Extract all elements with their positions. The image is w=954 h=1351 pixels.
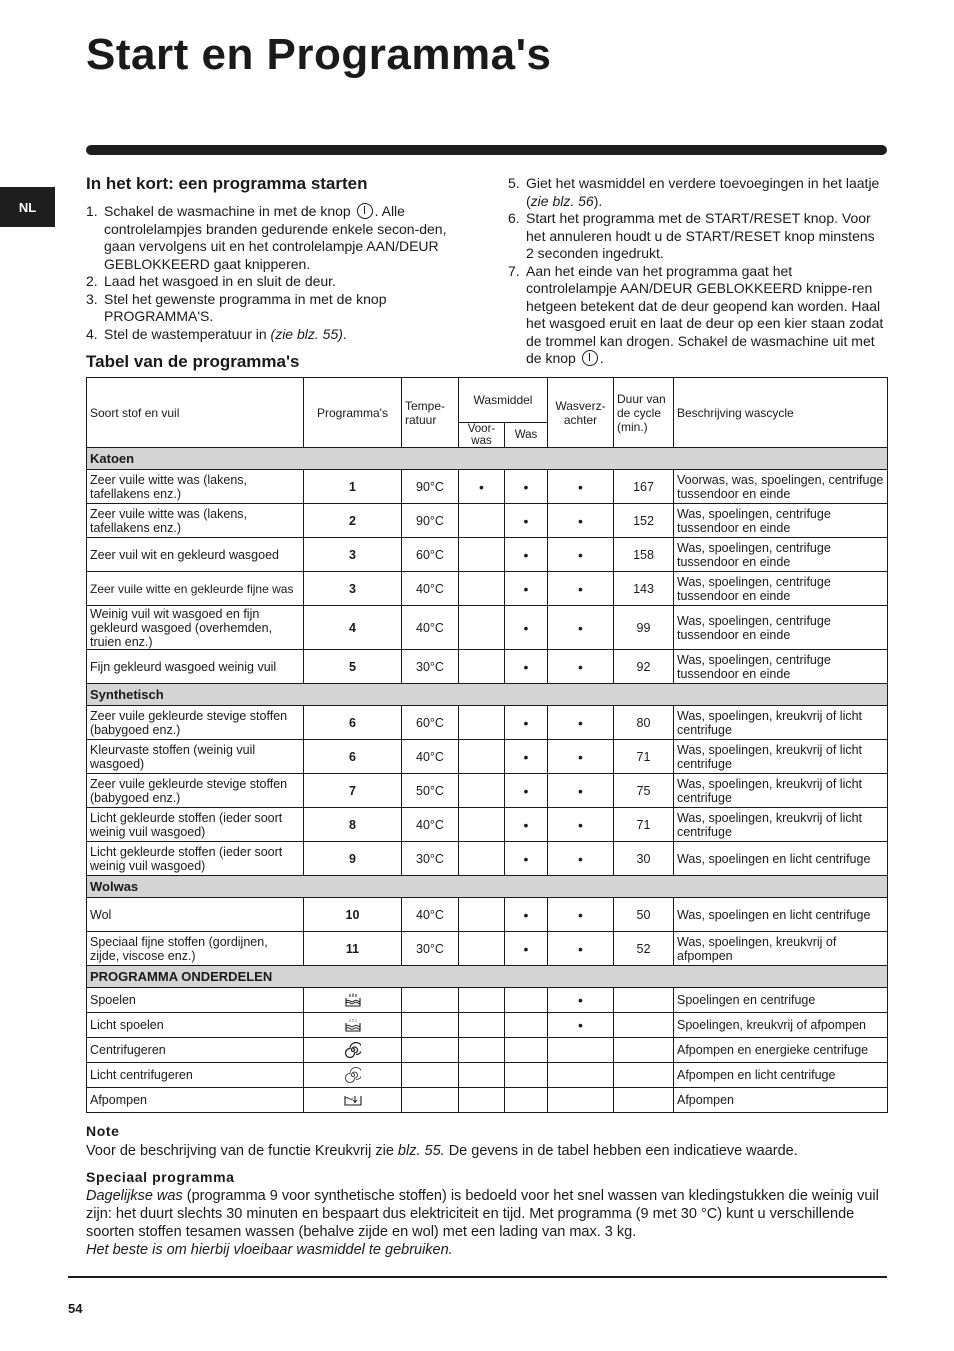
cell-wash (505, 1088, 548, 1113)
cell-description: Was, spoelingen, centrifuge tussendoor en einde (674, 504, 888, 538)
cell-temperature (402, 1038, 459, 1063)
cell-description: Was, spoelingen en licht centrifuge (674, 898, 888, 932)
cell-prewash (459, 572, 505, 606)
steps-right (508, 175, 886, 368)
cell-temperature (402, 1088, 459, 1113)
special-body: (programma 9 voor synthetische stoffen) is bedoeld voor het snel wassen van kledingstukken die weinig vuil zijn: het duurt slechts 30 minuten en bespaart dus elektriciteit en tijd. Met programma (9 met 30 °C) kunt u verschillende soorten stoffen tesamen wassen (behalve zijde en wol) met een lading van max. 3 kg. (86, 1188, 879, 1240)
cell-wash: • (505, 504, 548, 538)
cell-duration: 71 (614, 740, 674, 774)
cell-program: 8 (304, 808, 402, 842)
cell-softener (548, 1063, 614, 1088)
step-text: Schakel de wasmachine in met de knop (104, 203, 351, 219)
cell-description: Spoelingen, kreukvrij of afpompen (674, 1013, 888, 1038)
cell-program (304, 1063, 402, 1088)
cell-temperature (402, 988, 459, 1013)
cell-prewash (459, 808, 505, 842)
cell-temperature (402, 1013, 459, 1038)
cell-program (304, 1013, 402, 1038)
cell-duration: 30 (614, 842, 674, 876)
table-row (87, 606, 888, 650)
cell-duration (614, 1038, 674, 1063)
header-temperature: Tempe-ratuur (402, 378, 459, 448)
cell-description: Spoelingen en centrifuge (674, 988, 888, 1013)
cell-prewash (459, 932, 505, 966)
cell-temperature: 40°C (402, 606, 459, 650)
cell-duration: 152 (614, 504, 674, 538)
cell-prewash (459, 606, 505, 650)
cell-duration: 71 (614, 808, 674, 842)
cell-softener: • (548, 606, 614, 650)
header-wash: Was (505, 423, 548, 448)
cell-prewash (459, 504, 505, 538)
cell-fabric: Licht centrifugeren (87, 1063, 304, 1088)
cell-description: Was, spoelingen, kreukvrij of licht centrifuge (674, 808, 888, 842)
cell-softener: • (548, 898, 614, 932)
cell-softener: • (548, 932, 614, 966)
cell-prewash (459, 898, 505, 932)
cell-softener: • (548, 650, 614, 684)
cell-wash: • (505, 606, 548, 650)
table-row (87, 774, 888, 808)
cell-fabric: Weinig vuil wit wasgoed en fijn gekleurd wasgoed (overhemden, truien enz.) (87, 606, 304, 650)
program-table (86, 377, 888, 1113)
cell-prewash (459, 740, 505, 774)
drain-icon (344, 1093, 362, 1107)
header-detergent: Wasmiddel (459, 378, 548, 423)
cell-fabric: Zeer vuile gekleurde stevige stoffen (babygoed enz.) (87, 774, 304, 808)
special-program-text (86, 1187, 887, 1259)
cell-program: 4 (304, 606, 402, 650)
category-synthetisch: Synthetisch (87, 684, 888, 706)
cell-program: 1 (304, 470, 402, 504)
header-softener: Wasverz-achter (548, 378, 614, 448)
category-programma-onderdelen: PROGRAMMA ONDERDELEN (87, 966, 888, 988)
cell-fabric: Fijn gekleurd wasgoed weinig vuil (87, 650, 304, 684)
cell-prewash: • (459, 470, 505, 504)
cell-program (304, 988, 402, 1013)
language-tab: NL (0, 187, 55, 227)
step-text: . Alle controlelampjes branden gedurende enkele secon-den, gaan vervolgens uit en het controlelampje AAN/DEUR GEBLOKKEERD gaat knipperen. (104, 203, 447, 272)
step-1 (86, 203, 454, 273)
cell-program: 3 (304, 538, 402, 572)
cell-softener: • (548, 988, 614, 1013)
cell-fabric: Kleurvaste stoffen (weinig vuil wasgoed) (87, 740, 304, 774)
cell-duration: 75 (614, 774, 674, 808)
program-table-heading: Tabel van de programma's (86, 352, 300, 371)
cell-description: Was, spoelingen en licht centrifuge (674, 842, 888, 876)
cell-duration: 80 (614, 706, 674, 740)
cell-temperature: 90°C (402, 504, 459, 538)
cell-wash: • (505, 538, 548, 572)
light-spin-icon (345, 1067, 361, 1083)
cell-wash (505, 1063, 548, 1088)
cell-temperature: 60°C (402, 538, 459, 572)
table-row (87, 470, 888, 504)
step-4 (86, 326, 454, 344)
cell-duration: 167 (614, 470, 674, 504)
cell-program: 7 (304, 774, 402, 808)
cell-wash: • (505, 572, 548, 606)
step-text: Giet het wasmiddel en verdere toevoegingen in het laatje ( (526, 175, 880, 209)
header-description: Beschrijving wascycle (674, 378, 888, 448)
cell-duration (614, 988, 674, 1013)
cell-fabric: Zeer vuile witte was (lakens, tafellakens enz.) (87, 470, 304, 504)
page-reference: zie blz. 56 (530, 192, 594, 209)
table-row (87, 932, 888, 966)
cell-softener: • (548, 504, 614, 538)
table-row (87, 650, 888, 684)
step-text: Stel het gewenste programma in met de knop PROGRAMMA'S. (104, 290, 387, 324)
cell-wash (505, 988, 548, 1013)
note-text (86, 1142, 887, 1160)
cell-description: Was, spoelingen, kreukvrij of licht centrifuge (674, 774, 888, 808)
cell-duration: 158 (614, 538, 674, 572)
cell-prewash (459, 650, 505, 684)
cell-duration: 92 (614, 650, 674, 684)
step-5 (508, 175, 886, 210)
light-rinse-icon (345, 1018, 361, 1032)
cell-description: Was, spoelingen, kreukvrij of afpompen (674, 932, 888, 966)
cell-fabric: Speciaal fijne stoffen (gordijnen, zijde, viscose enz.) (87, 932, 304, 966)
table-row (87, 740, 888, 774)
cell-program: 6 (304, 740, 402, 774)
step-3 (86, 291, 454, 326)
cell-prewash (459, 842, 505, 876)
step-text: Start het programma met de START/RESET knop. Voor het annuleren houdt u de START/RESET knop minstens 2 seconden ingedrukt. (526, 210, 875, 261)
cell-duration: 50 (614, 898, 674, 932)
header-duration: Duur van de cycle (min.) (614, 378, 674, 448)
cell-wash: • (505, 808, 548, 842)
step-number: 6. (508, 210, 520, 226)
header-program: Programma's (304, 378, 402, 448)
cell-description: Afpompen (674, 1088, 888, 1113)
cell-softener: • (548, 706, 614, 740)
special-program-heading: Speciaal programma (86, 1169, 235, 1185)
cell-prewash (459, 706, 505, 740)
table-row (87, 842, 888, 876)
special-lead: Dagelijkse was (86, 1188, 183, 1204)
cell-wash: • (505, 650, 548, 684)
cell-wash: • (505, 706, 548, 740)
cell-wash: • (505, 932, 548, 966)
cell-program (304, 1088, 402, 1113)
cell-temperature: 40°C (402, 808, 459, 842)
cell-temperature: 60°C (402, 706, 459, 740)
cell-softener: • (548, 808, 614, 842)
cell-program: 3 (304, 572, 402, 606)
cell-fabric: Wol (87, 898, 304, 932)
page-title: Start en Programma's (86, 30, 552, 79)
cell-fabric: Licht spoelen (87, 1013, 304, 1038)
cell-temperature: 40°C (402, 572, 459, 606)
cell-description: Was, spoelingen, centrifuge tussendoor en einde (674, 606, 888, 650)
cell-duration: 52 (614, 932, 674, 966)
cell-prewash (459, 1088, 505, 1113)
step-text: Laad het wasgoed in en sluit de deur. (104, 273, 336, 289)
cell-program: 11 (304, 932, 402, 966)
step-number: 5. (508, 175, 520, 191)
cell-description: Was, spoelingen, kreukvrij of licht centrifuge (674, 706, 888, 740)
cell-description: Was, spoelingen, centrifuge tussendoor en einde (674, 538, 888, 572)
table-row (87, 898, 888, 932)
cell-description: Was, spoelingen, centrifuge tussendoor en einde (674, 572, 888, 606)
cell-wash: • (505, 470, 548, 504)
step-text: ). (593, 192, 603, 209)
step-6 (508, 210, 886, 263)
step-number: 3. (86, 290, 98, 307)
cell-softener: • (548, 842, 614, 876)
cell-wash: • (505, 898, 548, 932)
rinse-icon (345, 993, 361, 1007)
table-row (87, 1013, 888, 1038)
quick-start-heading: In het kort: een programma starten (86, 174, 368, 193)
cell-wash: • (505, 842, 548, 876)
cell-fabric: Zeer vuile witte en gekleurde fijne was (87, 572, 304, 606)
cell-fabric: Licht gekleurde stoffen (ieder soort weinig vuil wasgoed) (87, 808, 304, 842)
footer-divider (68, 1276, 887, 1278)
page-reference: blz. 55. (397, 1143, 445, 1159)
cell-temperature: 30°C (402, 932, 459, 966)
cell-description: Voorwas, was, spoelingen, centrifuge tussendoor en einde (674, 470, 888, 504)
special-tip: Het beste is om hierbij vloeibaar wasmiddel te gebruiken. (86, 1242, 453, 1258)
cell-wash (505, 1038, 548, 1063)
steps-left (86, 203, 454, 343)
page-number: 54 (68, 1301, 83, 1316)
cell-fabric: Afpompen (87, 1088, 304, 1113)
cell-program: 10 (304, 898, 402, 932)
cell-softener: • (548, 1013, 614, 1038)
cell-fabric: Spoelen (87, 988, 304, 1013)
cell-temperature (402, 1063, 459, 1088)
cell-duration (614, 1013, 674, 1038)
cell-temperature: 50°C (402, 774, 459, 808)
header-prewash: Voor-was (459, 423, 505, 448)
cell-softener: • (548, 572, 614, 606)
cell-softener: • (548, 470, 614, 504)
step-number: 7. (508, 262, 520, 279)
step-2 (86, 273, 454, 291)
cell-duration (614, 1088, 674, 1113)
step-text: . (599, 350, 604, 366)
table-row (87, 706, 888, 740)
cell-softener: • (548, 538, 614, 572)
table-row (87, 1038, 888, 1063)
cell-fabric: Zeer vuile gekleurde stevige stoffen (babygoed enz.) (87, 706, 304, 740)
step-number: 4. (86, 325, 98, 342)
cell-temperature: 30°C (402, 650, 459, 684)
cell-description: Was, spoelingen, kreukvrij of licht centrifuge (674, 740, 888, 774)
cell-duration: 143 (614, 572, 674, 606)
cell-softener: • (548, 740, 614, 774)
cell-prewash (459, 774, 505, 808)
cell-description: Was, spoelingen, centrifuge tussendoor en einde (674, 650, 888, 684)
cell-temperature: 40°C (402, 740, 459, 774)
cell-temperature: 90°C (402, 470, 459, 504)
cell-fabric: Centrifugeren (87, 1038, 304, 1063)
step-text: . (342, 325, 347, 342)
cell-program: 2 (304, 504, 402, 538)
cell-wash (505, 1013, 548, 1038)
table-row (87, 538, 888, 572)
cell-fabric: Licht gekleurde stoffen (ieder soort weinig vuil wasgoed) (87, 842, 304, 876)
note-text-part: De gevens in de tabel hebben een indicatieve waarde. (448, 1143, 798, 1159)
table-row (87, 572, 888, 606)
cell-fabric: Zeer vuile witte was (lakens, tafellakens enz.) (87, 504, 304, 538)
header-fabric: Soort stof en vuil (87, 378, 304, 448)
spin-icon (345, 1042, 361, 1058)
power-icon (357, 203, 373, 219)
cell-duration: 99 (614, 606, 674, 650)
cell-program: 6 (304, 706, 402, 740)
note-text-part: Voor de beschrijving van de functie Kreukvrij zie (86, 1143, 394, 1159)
cell-fabric: Zeer vuil wit en gekleurd wasgoed (87, 538, 304, 572)
category-katoen: Katoen (87, 448, 888, 470)
cell-softener: • (548, 774, 614, 808)
cell-prewash (459, 1038, 505, 1063)
table-row (87, 1063, 888, 1088)
cell-program: 5 (304, 650, 402, 684)
table-row (87, 504, 888, 538)
cell-description: Afpompen en licht centrifuge (674, 1063, 888, 1088)
table-row (87, 808, 888, 842)
step-7 (508, 263, 886, 368)
cell-duration (614, 1063, 674, 1088)
cell-softener (548, 1088, 614, 1113)
table-row (87, 1088, 888, 1113)
cell-prewash (459, 1013, 505, 1038)
cell-wash: • (505, 740, 548, 774)
step-text: Aan het einde van het programma gaat het controlelampje AAN/DEUR GEBLOKKEERD knippe-ren hetgeen betekent dat de deur geopend kan worden. Haal het wasgoed eruit en laat de deur op een kier staan zodat de trommel kan drogen. Schakel de wasmachine uit met de knop (526, 262, 884, 366)
cell-temperature: 30°C (402, 842, 459, 876)
step-text: Stel de wastemperatuur in (104, 325, 267, 342)
category-wolwas: Wolwas (87, 876, 888, 898)
note-heading: Note (86, 1123, 120, 1139)
cell-description: Afpompen en energieke centrifuge (674, 1038, 888, 1063)
cell-prewash (459, 1063, 505, 1088)
cell-prewash (459, 538, 505, 572)
cell-softener (548, 1038, 614, 1063)
table-row (87, 988, 888, 1013)
step-number: 2. (86, 273, 98, 289)
cell-program: 9 (304, 842, 402, 876)
power-icon (582, 350, 598, 366)
cell-prewash (459, 988, 505, 1013)
page-reference: (zie blz. 55) (270, 325, 343, 342)
cell-wash: • (505, 774, 548, 808)
step-number: 1. (86, 203, 98, 219)
cell-temperature: 40°C (402, 898, 459, 932)
cell-program (304, 1038, 402, 1063)
title-divider (86, 145, 887, 155)
